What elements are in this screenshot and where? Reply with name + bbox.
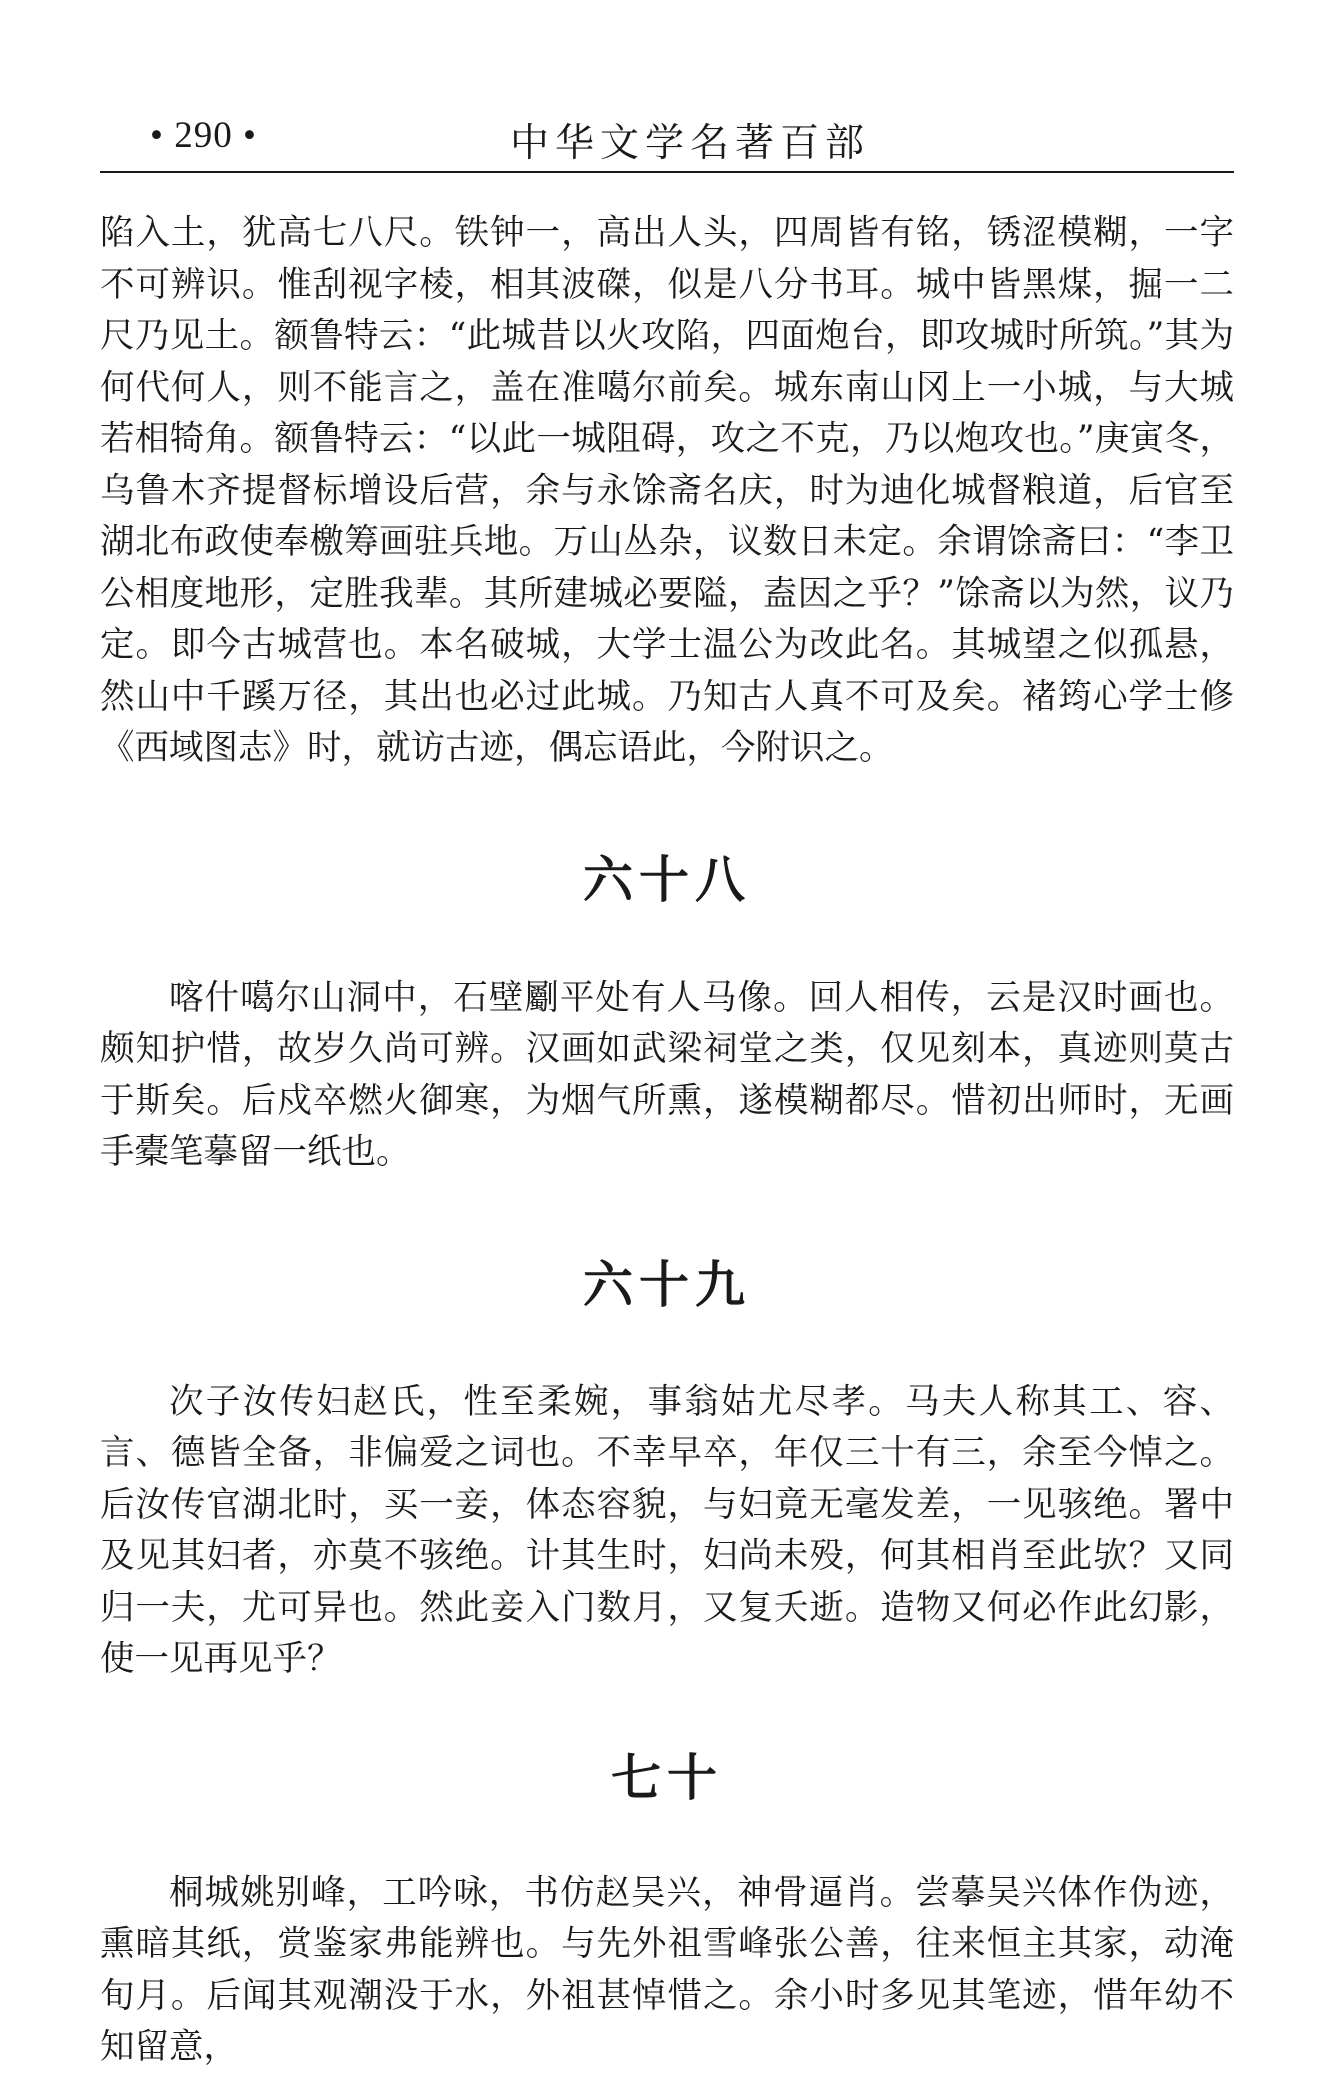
book-title: 中华文学名著百部 (510, 121, 871, 166)
page-header (100, 108, 1234, 168)
page-body (100, 208, 1234, 2074)
section-title-68: 六十八 (583, 850, 751, 909)
section-title-69: 六十九 (583, 1255, 751, 1314)
intro-paragraph: 陷入土，犹高七八尺。铁钟一，高出人头，四周皆有铭，锈涩模糊，一字不可辨识。惟刮视字棱，相其波磔，似是八分书耳。城中皆黑煤，掘一二尺乃见土。额鲁特云：“此城昔以火攻陷，四面炮台，即攻城时所筑。”其为何代何人，则不能言之，盖在准噶尔前矣。城东南山冈上一小城，与大城若相犄角。额鲁特云：“以此一城阻碍，攻之不克，乃以炮攻也。”庚寅冬，乌鲁木齐提督标增设后营，余与永馀斋名庆，时为迪化城督粮道，后官至湖北布政使奉檄筹画驻兵地。万山丛杂，议数日未定。余谓馀斋曰：“李卫公相度地形，定胜我辈。其所建城必要隘，盍因之乎？”馀斋以为然，议乃定。即今古城营也。本名破城，大学士温公为改此名。其城望之似孤悬，然山中千蹊万径，其出也必过此城。乃知古人真不可及矣。褚筠心学士修《西域图志》时，就访古迹，偶忘语此，今附识之。 (100, 213, 1234, 768)
section-paragraph-70: 桐城姚别峰，工吟咏，书仿赵吴兴，神骨逼肖。尝摹吴兴体作伪迹，熏暗其纸，赏鉴家弗能辨也。与先外祖雪峰张公善，往来恒主其家，动淹旬月。后闻其观潮没于水，外祖甚悼惜之。余小时多见其笔迹，惜年幼不知留意， (100, 1872, 1234, 2067)
header-divider (100, 171, 1234, 173)
section-paragraph-69: 次子汝传妇赵氏，性至柔婉，事翁姑尤尽孝。马夫人称其工、容、言、德皆全备，非偏爱之词也。不幸早卒，年仅三十有三，余至今悼之。后汝传官湖北时，买一妾，体态容貌，与妇竟无毫发差，一见骇绝。署中及见其妇者，亦莫不骇绝。计其生时，妇尚未殁，何其相肖至此欤？又同归一夫，尤可异也。然此妾入门数月，又复夭逝。造物又何必作此幻影，使一见再见乎？ (100, 1381, 1234, 1679)
section-title-70: 七十 (611, 1748, 723, 1807)
section-paragraph-68: 喀什噶尔山洞中，石壁劚平处有人马像。回人相传，云是汉时画也。颇知护惜，故岁久尚可辨。汉画如武梁祠堂之类，仅见刻本，真迹则莫古于斯矣。后戍卒燃火御寒，为烟气所熏，遂模糊都尽。惜初出师时，无画手橐笔摹留一纸也。 (100, 977, 1234, 1172)
page-number: • 290 • (150, 115, 257, 156)
